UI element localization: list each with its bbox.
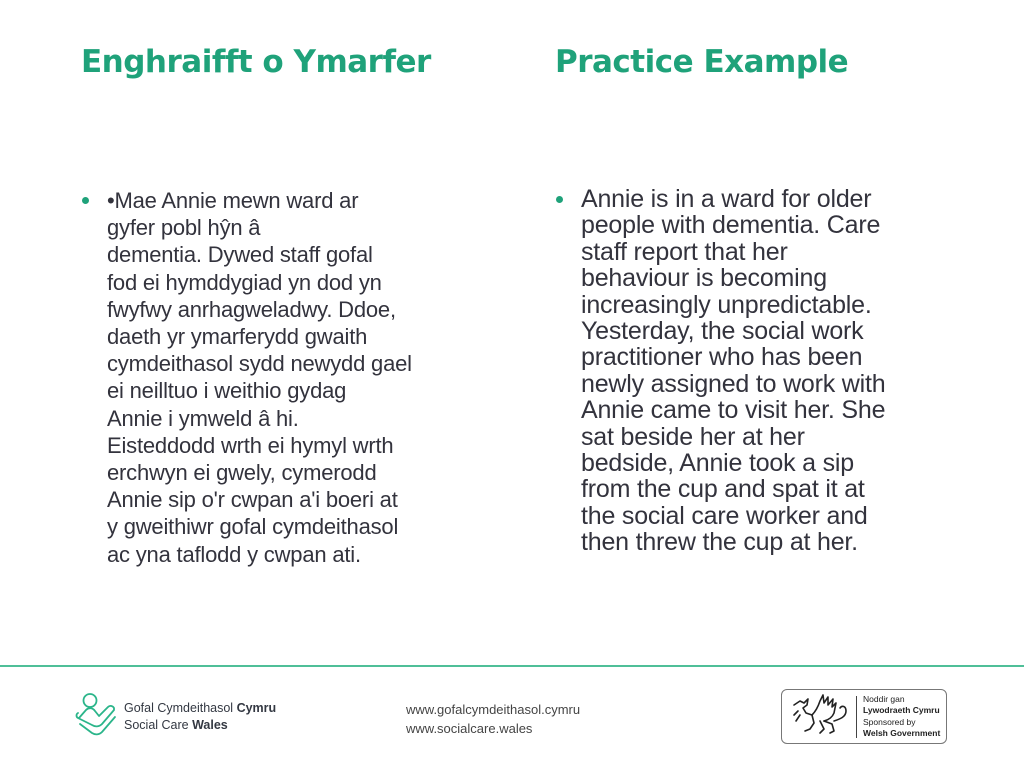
logo-english-bold: Wales — [192, 717, 228, 732]
text-line: staff report that her — [581, 237, 788, 266]
text-line: bedside, Annie took a sip — [581, 449, 854, 478]
text-line: gyfer pobl hŷn â — [107, 215, 261, 241]
text-line: then threw the cup at her. — [581, 528, 858, 557]
logo-welsh-regular: Gofal Cymdeithasol — [124, 700, 237, 715]
badge-separator — [856, 696, 857, 738]
welsh-website-link[interactable]: www.gofalcymdeithasol.cymru — [406, 702, 581, 717]
bullet-dot-icon — [556, 196, 563, 203]
text-line: the social care worker and — [581, 501, 868, 530]
welsh-bullet-item — [82, 187, 482, 568]
logo-english-name — [124, 717, 276, 734]
text-line: fod ei hymddygiad yn dod yn — [107, 269, 382, 295]
logo-welsh-name — [124, 700, 276, 717]
text-line: Annie is in a ward for older — [581, 185, 872, 213]
text-line: increasingly unpredictable. — [581, 290, 872, 319]
sponsor-english-label: Sponsored by — [863, 716, 916, 727]
text-line: sat beside her at her — [581, 422, 805, 451]
text-line: y gweithiwr gofal cymdeithasol — [107, 514, 399, 540]
text-line: Yesterday, the social work — [581, 317, 864, 346]
logo-english-regular: Social Care — [124, 717, 193, 732]
english-paragraph — [581, 186, 956, 556]
text-line: ac yna taflodd y cwpan ati. — [107, 541, 361, 567]
logo-welsh-bold: Cymru — [236, 700, 277, 715]
english-title: Practice Example — [555, 44, 849, 80]
footer-divider — [0, 665, 1024, 667]
text-line: erchwyn ei gwely, cymerodd — [107, 460, 377, 486]
english-website-link[interactable]: www.socialcare.wales — [406, 721, 533, 736]
text-line: fwyfwy anrhagweladwy. Ddoe, — [107, 296, 396, 322]
sponsor-english-name: Welsh Government — [863, 728, 941, 738]
welsh-column — [82, 187, 482, 568]
text-line: ei neilltuo i weithio gydag — [107, 378, 347, 404]
welsh-paragraph — [107, 187, 482, 568]
welsh-dragon-icon — [782, 691, 852, 742]
text-line: Eisteddodd wrth ei hymyl wrth — [107, 432, 394, 458]
sponsor-welsh-name: Lywodraeth Cymru — [863, 705, 940, 715]
text-line: Annie sip o'r cwpan a'i boeri at — [107, 487, 398, 513]
sponsor-text — [863, 694, 940, 740]
text-line: people with dementia. Care — [581, 211, 881, 240]
sponsor-welsh-label: Noddir gan — [863, 693, 905, 704]
text-line: dementia. Dywed staff gofal — [107, 242, 373, 268]
text-line: cymdeithasol sydd newydd gael — [107, 351, 412, 377]
text-line: Annie came to visit her. She — [581, 396, 886, 425]
text-line: from the cup and spat it at — [581, 475, 865, 504]
text-line: behaviour is becoming — [581, 264, 827, 293]
social-care-wales-logo — [74, 692, 276, 741]
text-line: daeth yr ymarferydd gwaith — [107, 324, 368, 350]
welsh-title: Enghraifft o Ymarfer — [81, 44, 431, 80]
english-bullet-item — [556, 186, 956, 556]
social-care-wales-figure-icon — [74, 692, 118, 741]
text-line: practitioner who has been — [581, 343, 863, 372]
text-line: newly assigned to work with — [581, 369, 886, 398]
english-column — [556, 186, 956, 556]
footer-urls — [406, 700, 580, 738]
bullet-dot-icon — [82, 197, 89, 204]
logo-wordmark — [124, 700, 276, 734]
welsh-government-sponsor-badge — [781, 689, 947, 744]
text-line: •Mae Annie mewn ward ar — [107, 188, 359, 213]
text-line: Annie i ymweld â hi. — [107, 405, 299, 431]
